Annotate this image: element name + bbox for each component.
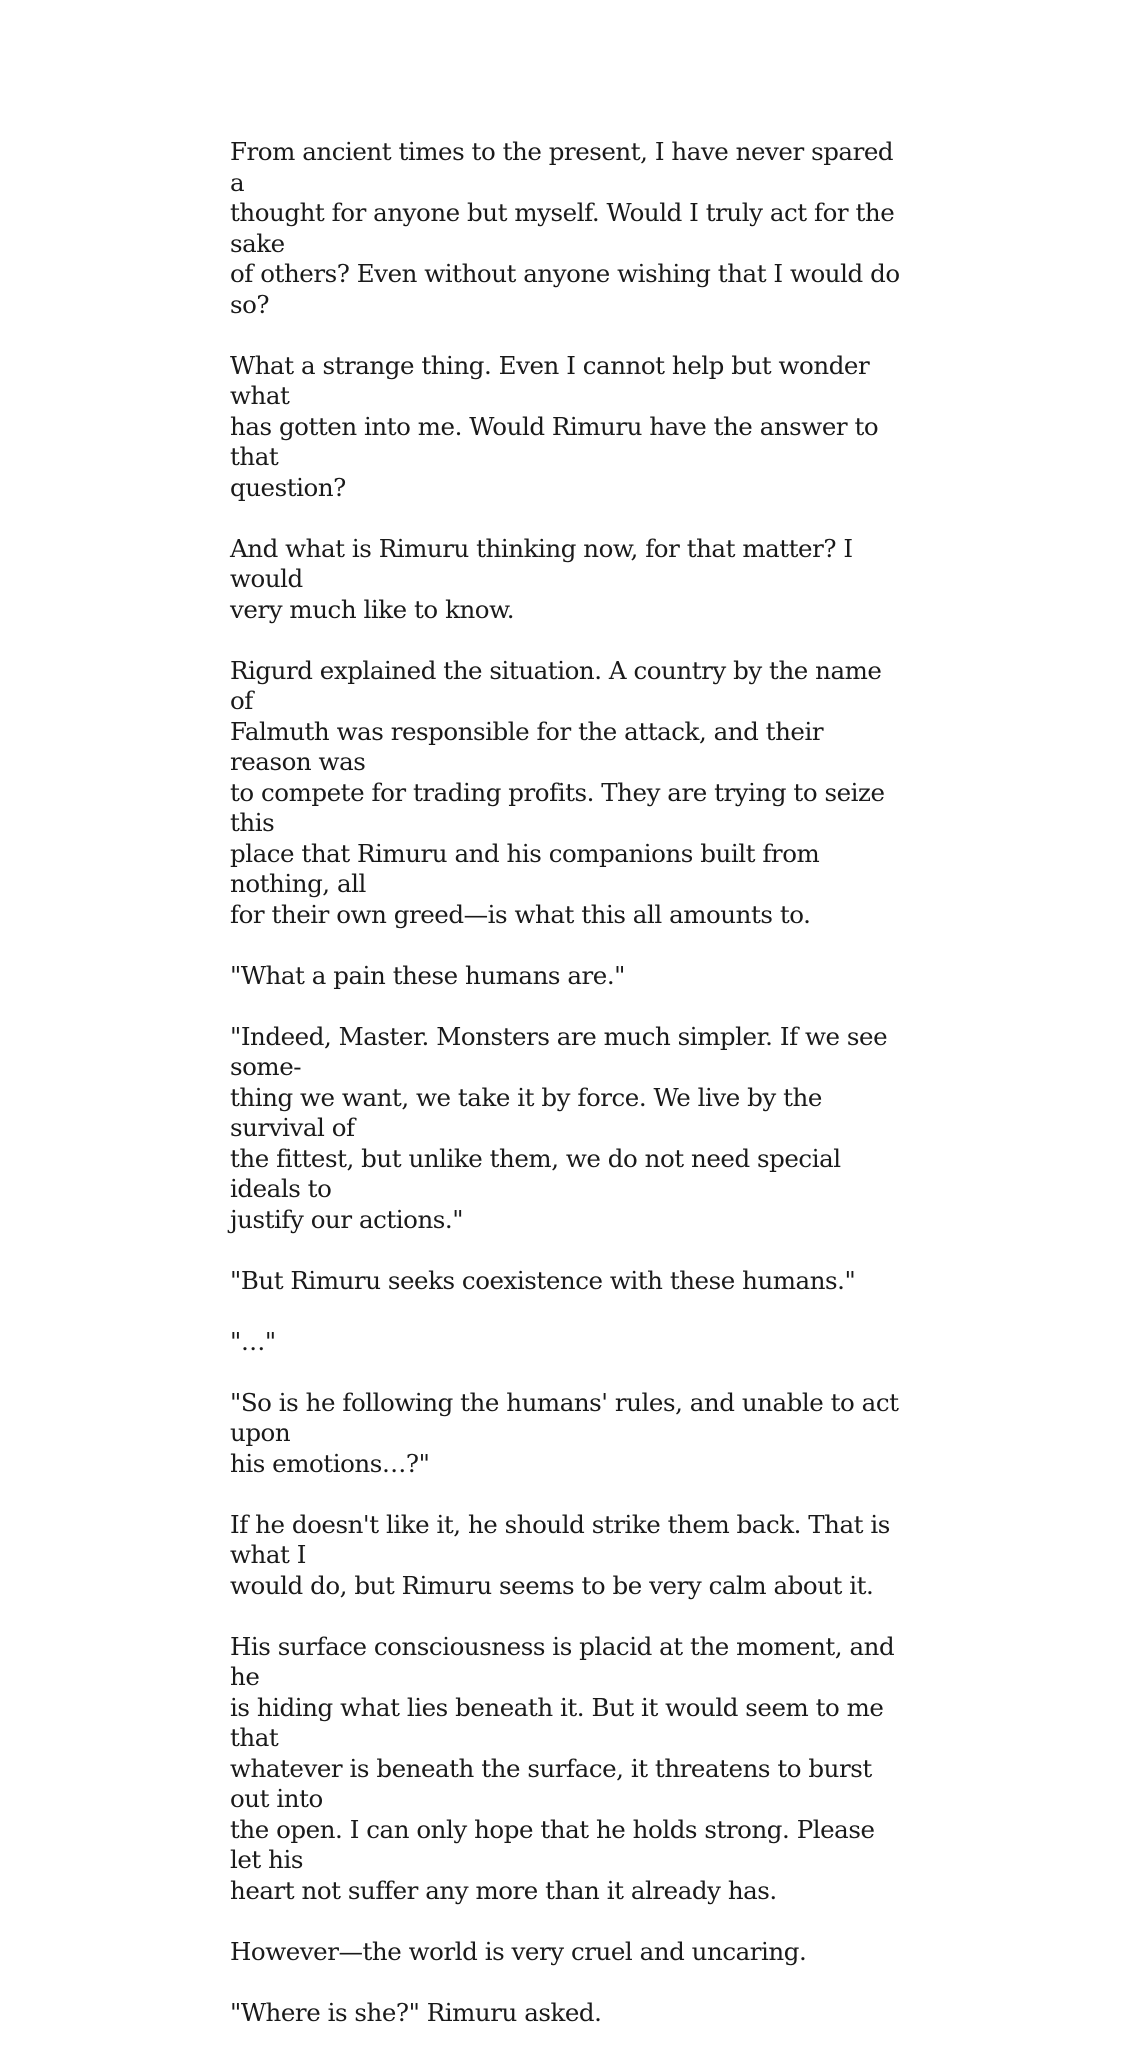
body-text (230, 137, 910, 2059)
paragraph: From ancient times to the present, I have never spared a thought for anyone but myself. Would I truly act for the sake of others? Even without anyone wishing that I would do so? (230, 137, 900, 319)
paragraph: If he doesn't like it, he should strike them back. That is what I would do, but Rimuru seems to be very calm about it. (230, 1509, 890, 1600)
dialogue-line: "…" (230, 1326, 276, 1356)
paragraph: And what is Rimuru thinking now, for that matter? I would very much like to know. (230, 533, 853, 624)
paragraph: His surface consciousness is placid at the moment, and he is hiding what lies beneath it. But it would seem to me that whatever is beneath the surface, it threatens to burst out into the open. I can only hope that he holds strong. Please let his heart not suffer any more than it already has. (230, 1631, 895, 1905)
dialogue-line: "Where is she?" Rimuru asked. (230, 1997, 602, 2027)
dialogue-line: "Indeed, Master. Monsters are much simpler. If we see some- thing we want, we take it by force. We live by the survival of the fittest, but unlike them, we do not need special ideals to justify our actions." (230, 1021, 888, 1234)
paragraph: However—the world is very cruel and uncaring. (230, 1936, 807, 1966)
paragraph: Rigurd explained the situation. A country by the name of Falmuth was responsible for the attack, and their reason was to compete for trading profits. They are trying to seize this place that Rimuru and his companions built from nothing, all for their own greed—is what this all amounts to. (230, 655, 885, 929)
paragraph: What a strange thing. Even I cannot help but wonder what has gotten into me. Would Rimuru have the answer to that question? (230, 350, 879, 502)
dialogue-line: "What a pain these humans are." (230, 960, 626, 990)
dialogue-line: "But Rimuru seeks coexistence with these humans." (230, 1265, 856, 1295)
dialogue-line: "So is he following the humans' rules, and unable to act upon his emotions…?" (230, 1387, 899, 1478)
